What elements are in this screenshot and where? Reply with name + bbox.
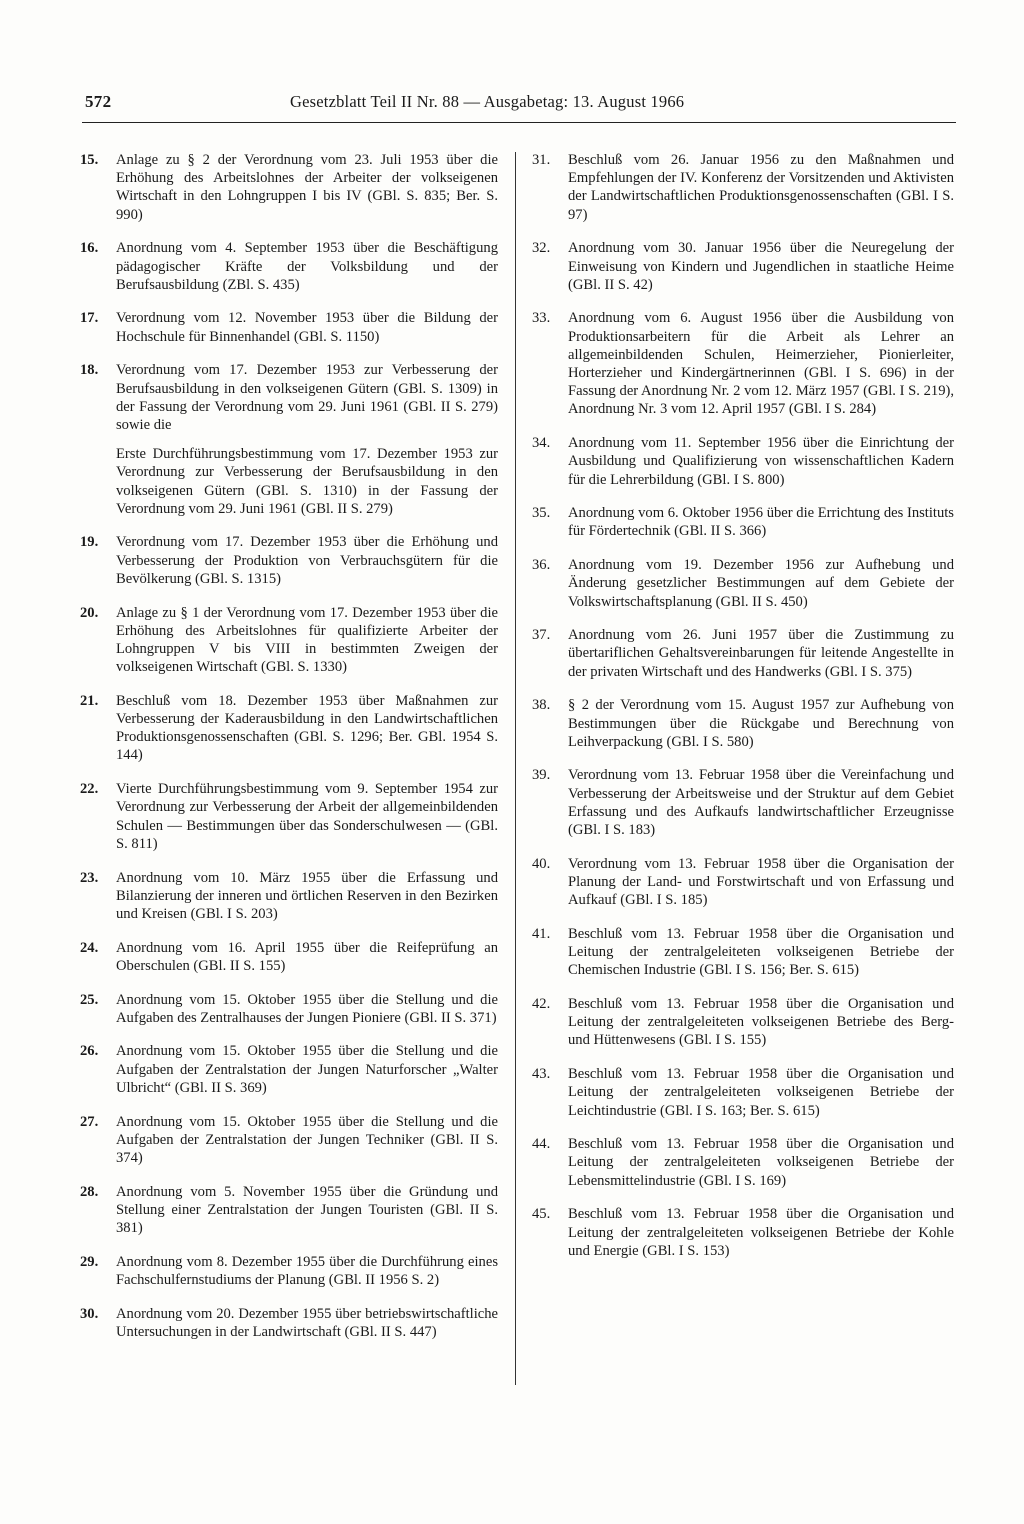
entry-number: 29.: [80, 1253, 99, 1270]
entry-text-block: [116, 1113, 498, 1168]
entry-text-block: [116, 939, 498, 975]
entry-number: 15.: [80, 152, 99, 168]
entry-text-block: [116, 533, 498, 588]
list-entry: [532, 766, 954, 839]
entry-text: Verordnung vom 13. Februar 1958 über die Vereinfachung und Verbesserung der Arbeitsweise und der Struktur auf dem Gebiet Erfassung und des Aufkaufs landwirtschaftlicher Erzeugnisse (GBl. I S. 183): [568, 767, 954, 839]
list-entry: [80, 780, 498, 853]
entry-number: 25.: [80, 991, 99, 1008]
entry-text: Anordnung vom 15. Oktober 1955 über die Stellung und die Aufgaben der Zentralstation der Jungen Techniker (GBl. II S. 374): [116, 1113, 498, 1166]
list-entry: [80, 1113, 498, 1168]
entry-text: Anordnung vom 10. März 1955 über die Erfassung und Bilanzierung der inneren und örtlichen Reserven in den Bezirken und Kreisen (GBl. I S. 203): [116, 869, 498, 922]
entry-number: 44.: [532, 1136, 551, 1153]
header-rule: [82, 122, 956, 123]
entry-number: 40.: [532, 855, 551, 872]
list-entry: [532, 151, 954, 224]
page-number: 572: [85, 92, 112, 111]
entry-text: Beschluß vom 13. Februar 1958 über die Organisation und Leitung der zentralgeleiteten volkseigenen Betriebe des Berg- und Hüttenwesens (GBl. I S. 155): [568, 996, 954, 1049]
entry-number: 26.: [80, 1043, 99, 1060]
list-entry: [80, 692, 498, 765]
list-entry: [80, 151, 498, 224]
entry-number: 23.: [80, 869, 99, 886]
entry-text: Anlage zu § 1 der Verordnung vom 17. Dezember 1953 über die Erhöhung des Arbeitslohnes für qualifizierte Arbeiter der Lohngruppen V bis VIII in bestimmten Zweigen der volkseigenen Wirtschaft (GBl. S. 1330): [116, 604, 498, 676]
entry-text: Anordnung vom 19. Dezember 1956 zur Aufhebung und Änderung gesetzlicher Bestimmungen auf dem Gebiete der Volkswirtschaftsplanung (GBl. II S. 450): [568, 557, 954, 610]
list-entry: [532, 1205, 954, 1260]
list-entry: [532, 995, 954, 1050]
list-entry: [532, 626, 954, 681]
entry-text: Anordnung vom 8. Dezember 1955 über die Durchführung eines Fachschulfernstudiums der Planung (GBl. II 1956 S. 2): [116, 1253, 498, 1288]
entry-number: 20.: [80, 604, 99, 621]
entry-number: 28.: [80, 1183, 99, 1200]
entry-text: Verordnung vom 13. Februar 1958 über die Organisation der Planung der Land- und Forstwirtschaft und von Erfassung und Aufkauf (GBl. I S. 185): [568, 855, 954, 909]
entry-text: Beschluß vom 26. Januar 1956 zu den Maßnahmen und Empfehlungen der IV. Konferenz der Vorsitzenden und Aktivisten der Landwirtschaftlichen Produktionsgenossenschaften (GBl. I S. 97): [568, 152, 954, 223]
entry-text: Verordnung vom 17. Dezember 1953 über die Erhöhung und Verbesserung der Produktion von Verbrauchsgütern für die Bevölkerung (GBl. S. 1315): [116, 534, 498, 587]
entry-text-block: [116, 1042, 498, 1097]
entry-text-block: [568, 1205, 954, 1260]
entry-number: 36.: [532, 557, 551, 574]
entry-text: Anordnung vom 16. April 1955 über die Reifeprüfung an Oberschulen (GBl. II S. 155): [116, 939, 498, 974]
entry-number: 43.: [532, 1066, 551, 1083]
list-entry: [80, 869, 498, 924]
entry-text-block: [568, 504, 954, 540]
entry-text: Verordnung vom 12. November 1953 über die Bildung der Hochschule für Binnenhandel (GBl. S. 1150): [116, 310, 498, 345]
left-column: [80, 151, 498, 1357]
entry-text: Anordnung vom 15. Oktober 1955 über die Stellung und die Aufgaben des Zentralhauses der Jungen Pioniere (GBl. II S. 371): [116, 991, 498, 1026]
entry-text-block: [568, 309, 954, 418]
entry-number: 41.: [532, 925, 551, 942]
entry-text: Beschluß vom 13. Februar 1958 über die Organisation und Leitung der zentralgeleiteten volkseigenen Betriebe der Lebensmittelindustrie (GBl. I S. 169): [568, 1136, 954, 1189]
entry-text-block: [568, 556, 954, 611]
entry-number: 18.: [80, 362, 99, 379]
entry-number: 19.: [80, 534, 99, 551]
entry-text: Beschluß vom 18. Dezember 1953 über Maßnahmen zur Verbesserung der Kaderausbildung in den Landwirtschaftlichen Produktionsgenossenschaften (GBl. S. 1296; Ber. GBl. 1954 S. 144): [116, 692, 498, 764]
entry-text: Anordnung vom 26. Juni 1957 über die Zustimmung zu übertariflichen Gehaltsvereinbarungen für leitende Angestellte in der privaten Wirtschaft und des Handwerks (GBl. I S. 375): [568, 627, 954, 680]
entry-text-block: [116, 1183, 498, 1238]
entry-text: Anordnung vom 5. November 1955 über die Gründung und Stellung einer Zentralstation der Jungen Touristen (GBl. II S. 381): [116, 1183, 498, 1237]
right-column: [532, 151, 954, 1275]
list-entry: [532, 855, 954, 910]
entry-text-block: [568, 626, 954, 681]
entry-number: 32.: [532, 240, 551, 257]
entry-text-block: [116, 361, 498, 518]
entry-number: 38.: [532, 697, 551, 714]
entry-text: Anordnung vom 6. Oktober 1956 über die Errichtung des Instituts für Fördertechnik (GBl. II S. 366): [568, 505, 954, 540]
entry-text: Anordnung vom 4. September 1953 über die Beschäftigung pädagogischer Kräfte der Volksbildung und der Berufsausbildung (ZBl. S. 435): [116, 240, 498, 293]
entry-text-block: [116, 604, 498, 677]
entry-text: Anlage zu § 2 der Verordnung vom 23. Juli 1953 über die Erhöhung des Arbeitslohnes der Arbeiter der volkseigenen Wirtschaft in den Lohngruppen I bis IV (GBl. S. 835; Ber. S. 990): [116, 152, 498, 223]
list-entry: [80, 361, 498, 518]
list-entry: [532, 504, 954, 540]
entry-number: 35.: [532, 505, 551, 522]
entry-text-block: [568, 766, 954, 839]
entry-text: Vierte Durchführungsbestimmung vom 9. September 1954 zur Verordnung zur Verbesserung der Arbeit der allgemeinbildenden Schulen — Bestimmungen über das Sonderschulwesen — (GBl. S. 811): [116, 781, 498, 852]
list-entry: [80, 1183, 498, 1238]
entry-number: 37.: [532, 627, 551, 644]
entry-text: Verordnung vom 17. Dezember 1953 zur Verbesserung der Berufsausbildung in den volkseigenen Gütern (GBl. S. 1309) in der Fassung der Verordnung vom 29. Juni 1961 (GBl. II S. 279) sowie die: [116, 362, 498, 433]
list-entry: [532, 925, 954, 980]
entry-number: 31.: [532, 152, 551, 168]
entry-text-block: [568, 434, 954, 489]
entry-text-block: [568, 239, 954, 294]
entry-text-block: [568, 855, 954, 910]
entry-text-block: [568, 1135, 954, 1190]
entry-number: 42.: [532, 996, 551, 1013]
list-entry: [80, 604, 498, 677]
entry-number: 16.: [80, 240, 99, 257]
list-entry: [80, 239, 498, 294]
entry-text-block: [116, 869, 498, 924]
entry-text-block: [116, 1253, 498, 1289]
list-entry: [532, 696, 954, 751]
list-entry: [80, 309, 498, 345]
entry-text-block: [116, 692, 498, 765]
entry-text: § 2 der Verordnung vom 15. August 1957 zur Aufhebung von Bestimmungen über die Rückgabe und Berechnung von Leihverpackung (GBl. I S. 580): [568, 697, 954, 750]
list-entry: [80, 1305, 498, 1341]
list-entry: [532, 556, 954, 611]
entry-number: 39.: [532, 767, 551, 784]
entry-number: 27.: [80, 1113, 99, 1130]
list-entry: [532, 1135, 954, 1190]
entry-text-block: [116, 780, 498, 853]
list-entry: [80, 1253, 498, 1289]
list-entry: [532, 239, 954, 294]
list-entry: [80, 939, 498, 975]
entry-text: Anordnung vom 11. September 1956 über die Einrichtung der Ausbildung und Qualifizierung von wissenschaftlichen Kadern für die Lehrerbildung (GBl. I S. 800): [568, 435, 954, 488]
entry-text-block: [116, 1305, 498, 1341]
entry-text-block: [116, 991, 498, 1027]
entry-text: Anordnung vom 6. August 1956 über die Ausbildung von Produktionsarbeitern für die Arbeit als Lehrer an allgemeinbildenden Schulen, Heimerzieher, Pionierleiter, Horterzieher und Kindergärtnerinnen (GBl. I S. 696) in der Fassung der Anordnung Nr. 2 vom 12. März 1957 (GBl. I S. 219), Anordnung Nr. 3 vom 12. April 1957 (GBl. I S. 284): [568, 310, 954, 418]
entry-number: 45.: [532, 1206, 551, 1223]
entry-text-block: [116, 309, 498, 345]
entry-number: 24.: [80, 939, 99, 956]
entry-text-block: [568, 1065, 954, 1120]
column-divider: [515, 152, 516, 1385]
entry-text-block: [116, 151, 498, 224]
entry-text-block: [568, 995, 954, 1050]
entry-text: Beschluß vom 13. Februar 1958 über die Organisation und Leitung der zentralgeleiteten volkseigenen Betriebe der Chemischen Industrie (GBl. I S. 156; Ber. S. 615): [568, 925, 954, 979]
list-entry: [532, 434, 954, 489]
running-head: Gesetzblatt Teil II Nr. 88 — Ausgabetag: 13. August 1966: [290, 92, 685, 111]
entry-number: 17.: [80, 310, 99, 327]
entry-number: 22.: [80, 781, 99, 798]
entry-text-block: [568, 696, 954, 751]
entry-subtext: Erste Durchführungsbestimmung vom 17. Dezember 1953 zur Verordnung zur Verbesserung der Berufsausbildung in den volkseigenen Gütern (GBl. S. 1310) in der Fassung der Verordnung vom 29. Juni 1961 (GBl. II S. 279): [116, 446, 498, 517]
entry-text: Beschluß vom 13. Februar 1958 über die Organisation und Leitung der zentralgeleiteten volkseigenen Betriebe der Kohle und Energie (GBl. I S. 153): [568, 1206, 954, 1259]
list-entry: [532, 1065, 954, 1120]
entry-text-block: [568, 925, 954, 980]
entry-text: Beschluß vom 13. Februar 1958 über die Organisation und Leitung der zentralgeleiteten volkseigenen Betriebe der Leichtindustrie (GBl. I S. 163; Ber. S. 615): [568, 1066, 954, 1119]
entry-number: 21.: [80, 692, 99, 709]
list-entry: [80, 1042, 498, 1097]
list-entry: [80, 991, 498, 1027]
entry-number: 34.: [532, 435, 551, 452]
entry-text: Anordnung vom 30. Januar 1956 über die Neuregelung der Einweisung von Kindern und Jugendlichen in staatliche Heime (GBl. II S. 42): [568, 240, 954, 293]
list-entry: [80, 533, 498, 588]
entry-text-block: [568, 151, 954, 224]
entry-number: 30.: [80, 1305, 99, 1322]
entry-text: Anordnung vom 15. Oktober 1955 über die Stellung und die Aufgaben der Zentralstation der Jungen Naturforscher „Walter Ulbricht“ (GBl. II S. 369): [116, 1043, 498, 1096]
entry-text: Anordnung vom 20. Dezember 1955 über betriebswirtschaftliche Untersuchungen in der Landwirtschaft (GBl. II S. 447): [116, 1305, 498, 1340]
entry-number: 33.: [532, 310, 551, 327]
entry-text-block: [116, 239, 498, 294]
list-entry: [532, 309, 954, 418]
